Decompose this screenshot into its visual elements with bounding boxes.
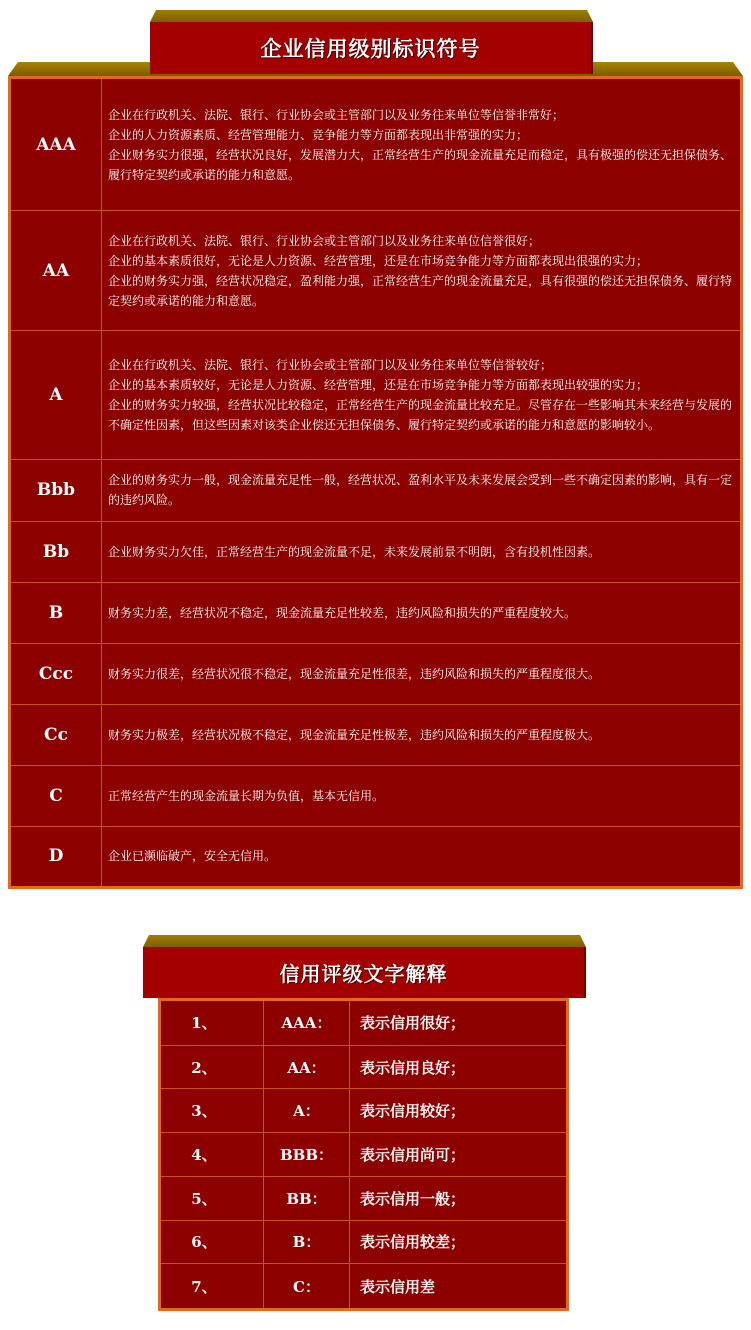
grade-label: AAA <box>10 78 102 211</box>
row-number: 4、 <box>160 1133 264 1177</box>
grade-description: 正常经营产生的现金流量长期为负值，基本无信用。 <box>102 765 742 826</box>
table-row <box>10 331 742 460</box>
grade-description: 企业在行政机关、法院、银行、行业协会或主管部门以及业务往来单位等信誉较好； 企业的基本素质较好，无论是人力资源、经营管理，还是在市场竞争能力等方面都表现出较强的实力； 企业的财务实力较强，经营状况比较稳定，正常经营生产的现金流量比较充足。尽管存在一些影响其未来经营与发展的不确定性因素，但这些因素对该类企业偿还无担保债务、履行特定契约或承诺的能力和意愿的影响较小。 <box>102 331 742 460</box>
grade-description: 企业在行政机关、法院、银行、行业协会或主管部门以及业务往来单位等信誉非常好； 企业的人力资源素质、经营管理能力、竞争能力等方面都表现出非常强的实力； 企业财务实力很强，经营状况良好，发展潜力大，正常经营生产的现金流量充足而稳定，具有极强的偿还无担保债务、履行特定契约或承诺的能力和意愿。 <box>102 78 742 211</box>
table-row <box>160 1089 568 1133</box>
table-row <box>160 1220 568 1264</box>
title-banner-top <box>143 935 586 947</box>
table-row <box>10 78 742 211</box>
row-number: 6、 <box>160 1220 264 1264</box>
rating-code: BBB： <box>264 1133 350 1177</box>
rating-explanation-table <box>158 998 569 1311</box>
grade-description: 财务实力很差，经营状况很不稳定，现金流量充足性很差，违约风险和损失的严重程度很大。 <box>102 643 742 704</box>
rating-meaning: 表示信用良好； <box>350 1045 568 1089</box>
table-row <box>10 460 742 521</box>
row-number: 3、 <box>160 1089 264 1133</box>
rating-meaning: 表示信用较差； <box>350 1220 568 1264</box>
table-row <box>160 1133 568 1177</box>
table-row <box>10 765 742 826</box>
grade-label: B <box>10 582 102 643</box>
rating-code: AAA： <box>264 1000 350 1046</box>
grade-description: 企业已濒临破产，安全无信用。 <box>102 826 742 887</box>
grade-description: 企业财务实力欠佳，正常经营生产的现金流量不足，未来发展前景不明朗，含有投机性因素。 <box>102 521 742 582</box>
table-row <box>10 582 742 643</box>
grade-label: Bb <box>10 521 102 582</box>
grade-label: C <box>10 765 102 826</box>
grade-description: 财务实力极差，经营状况极不稳定，现金流量充足性极差，违约风险和损失的严重程度极大。 <box>102 704 742 765</box>
rating-code: BB： <box>264 1176 350 1220</box>
table-row <box>160 1045 568 1089</box>
rating-meaning: 表示信用尚可； <box>350 1133 568 1177</box>
grade-label: AA <box>10 211 102 331</box>
row-number: 7、 <box>160 1264 264 1310</box>
grade-label: D <box>10 826 102 887</box>
table-row <box>160 1000 568 1046</box>
table-row <box>160 1264 568 1310</box>
table-row <box>10 826 742 887</box>
row-number: 1、 <box>160 1000 264 1046</box>
grade-label: A <box>10 331 102 460</box>
table-row <box>10 704 742 765</box>
row-number: 2、 <box>160 1045 264 1089</box>
grade-description: 企业的财务实力一般，现金流量充足性一般，经营状况、盈利水平及未来发展会受到一些不确定因素的影响，具有一定的违约风险。 <box>102 460 742 521</box>
rating-code: C： <box>264 1264 350 1310</box>
rating-code: B： <box>264 1220 350 1264</box>
grade-description: 财务实力差，经营状况不稳定，现金流量充足性较差，违约风险和损失的严重程度较大。 <box>102 582 742 643</box>
table-row <box>160 1176 568 1220</box>
credit-grade-table <box>8 76 743 889</box>
table-row <box>10 211 742 331</box>
credit-grade-title: 企业信用级别标识符号 <box>150 22 593 74</box>
grade-label: Bbb <box>10 460 102 521</box>
table-row <box>10 643 742 704</box>
rating-code: AA： <box>264 1045 350 1089</box>
table-row <box>10 521 742 582</box>
rating-code: A： <box>264 1089 350 1133</box>
grade-description: 企业在行政机关、法院、银行、行业协会或主管部门以及业务往来单位信誉很好； 企业的基本素质很好，无论是人力资源、经营管理，还是在市场竞争能力等方面都表现出很强的实力； 企业的财务实力强，经营状况稳定，盈利能力强，正常经营生产的现金流量充足，具有很强的偿还无担保债务、履行特定契约或承诺的能力和意愿。 <box>102 211 742 331</box>
grade-label: Cc <box>10 704 102 765</box>
rating-meaning: 表示信用较好； <box>350 1089 568 1133</box>
title-banner-top <box>150 10 593 22</box>
row-number: 5、 <box>160 1176 264 1220</box>
rating-meaning: 表示信用差 <box>350 1264 568 1310</box>
grade-label: Ccc <box>10 643 102 704</box>
rating-meaning: 表示信用一般； <box>350 1176 568 1220</box>
rating-meaning: 表示信用很好； <box>350 1000 568 1046</box>
rating-explanation-title: 信用评级文字解释 <box>143 947 586 998</box>
